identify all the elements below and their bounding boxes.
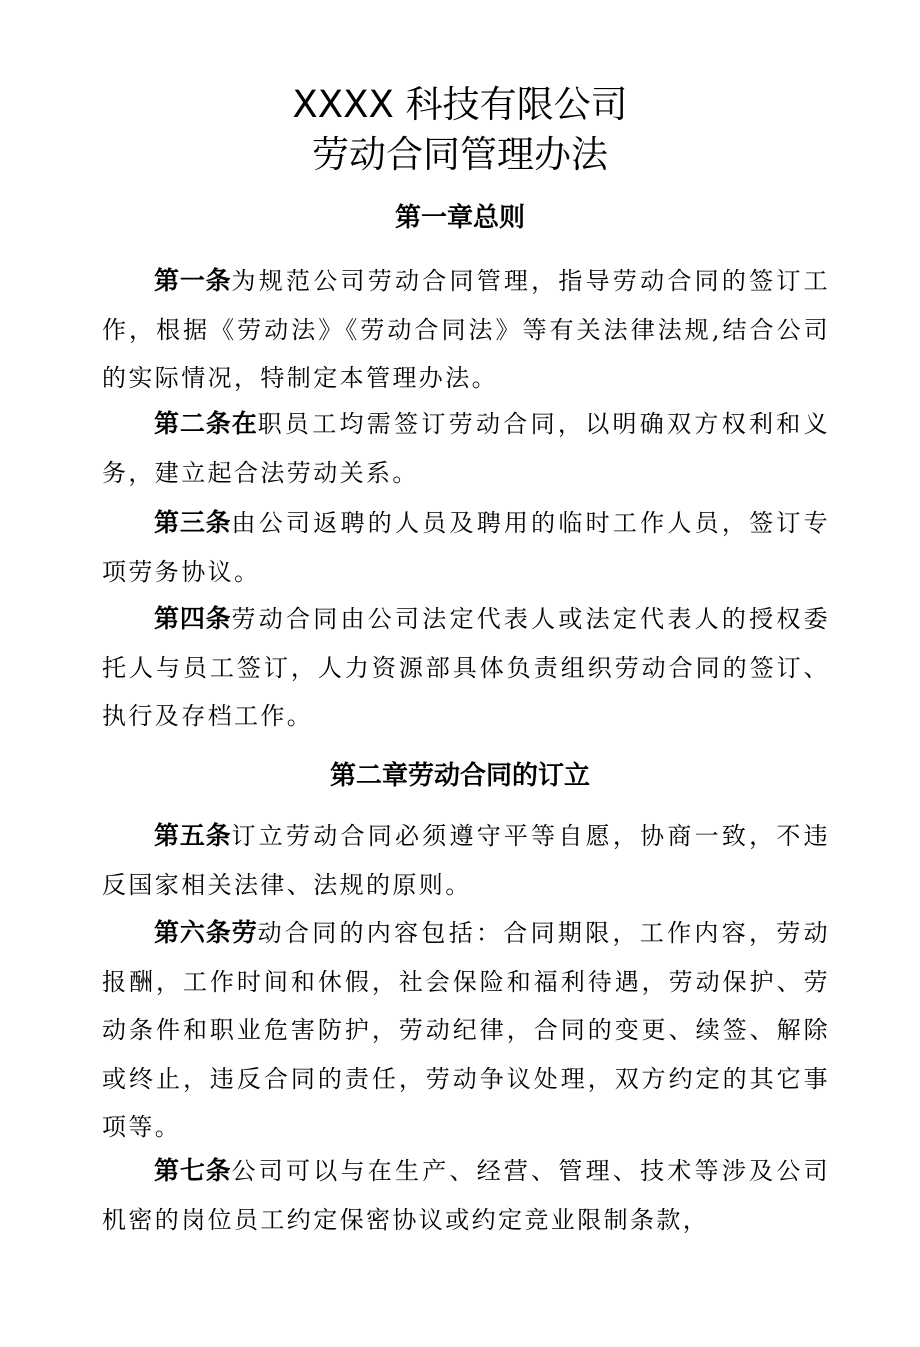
chapter-heading-1: 第一章总则 <box>394 203 525 233</box>
article-number: 第一条 <box>154 266 232 295</box>
article-text: 劳动合同由公司法定代表人或法定代表人的授权委托人与员工签订，人力资源部具体负责组织劳动合同的签订、执行及存档工作。 <box>102 605 830 730</box>
article-text: 动合同的内容包括：合同期限，工作内容，劳动报酬，工作时间和休假，社会保险和福利待遇，劳动保护、劳动条件和职业危害防护，劳动纪律，合同的变更、续签、解除或终止，违反合同的责任，劳动争议处理，双方约定的其它事项等。 <box>102 919 830 1141</box>
article-text: 为规范公司劳动合同管理，指导劳动合同的签订工作，根据《劳动法》《劳动合同法》等有关法律法规,结合公司的实际情况，特制定本管理办法。 <box>102 267 830 392</box>
article-3 <box>102 499 830 596</box>
article-text: 公司可以与在生产、经营、管理、技术等涉及公司机密的岗位员工约定保密协议或约定竞业限制条款， <box>102 1157 830 1234</box>
article-text: 由公司返聘的人员及聘用的临时工作人员，签订专项劳务协议。 <box>102 509 830 586</box>
article-2 <box>102 400 830 497</box>
article-4 <box>102 595 830 741</box>
article-number: 第四条 <box>154 604 232 633</box>
document-title-subject: 劳动合同管理办法 <box>312 133 608 176</box>
article-6 <box>102 909 830 1152</box>
article-5 <box>102 812 830 909</box>
document-title-company: XXXX 科技有限公司 <box>292 83 628 126</box>
article-text: 职员工均需签订劳动合同，以明确双方权利和义务，建立起合法劳动关系。 <box>102 410 830 487</box>
article-number: 第七条 <box>154 1156 232 1185</box>
article-1 <box>102 257 830 403</box>
article-7 <box>102 1147 830 1244</box>
article-text: 订立劳动合同必须遵守平等自愿，协商一致，不违反国家相关法律、法规的原则。 <box>102 822 830 899</box>
article-number: 第三条 <box>154 508 232 537</box>
chapter-heading-2: 第二章劳动合同的订立 <box>329 761 590 791</box>
article-number: 第二条在 <box>154 409 258 438</box>
article-number: 第五条 <box>154 821 232 850</box>
article-number: 第六条劳 <box>154 918 258 947</box>
